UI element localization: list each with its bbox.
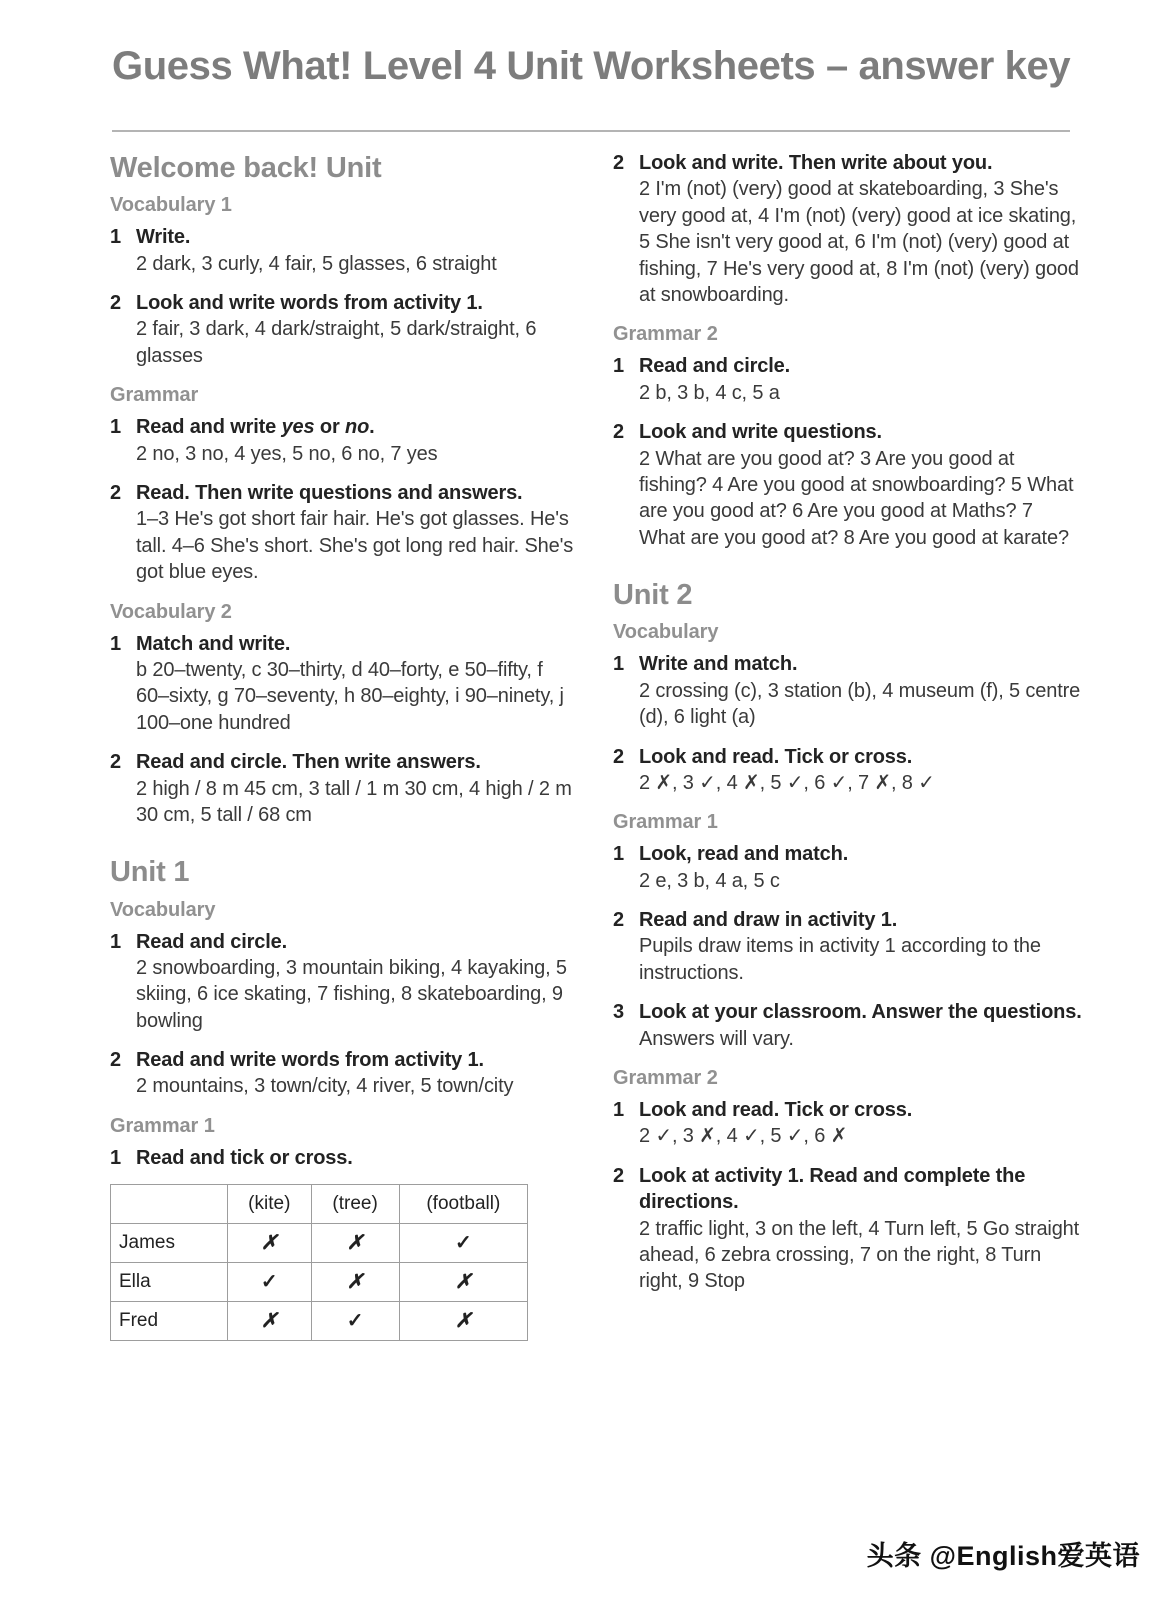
item-heading: Write. [136, 226, 191, 249]
item-heading: Look and read. Tick or cross. [639, 1099, 913, 1122]
item-number: 2 [613, 421, 625, 444]
subsection-grammar-1: Grammar 1 [110, 1114, 215, 1137]
subsection-grammar: Grammar [110, 384, 199, 407]
item-heading: Read and tick or cross. [136, 1146, 353, 1169]
list-item [613, 419, 1083, 551]
item-heading: Read and circle. Then write answers. [136, 751, 481, 774]
table-cell-mark [399, 1263, 527, 1302]
item-content [136, 1047, 580, 1100]
table-cell-mark [311, 1302, 399, 1341]
list-item [613, 907, 1083, 986]
item-number: 2 [110, 751, 122, 774]
item-number: 1 [110, 1146, 122, 1169]
item-heading: Read and write words from activity 1. [136, 1049, 484, 1072]
item-heading: Look and read. Tick or cross. [639, 745, 913, 768]
item-heading: Look and write. Then write about you. [639, 152, 993, 174]
item-answer: 2 e, 3 b, 4 a, 5 c [639, 869, 780, 892]
item-heading: Read and write yes or no. [136, 416, 375, 439]
item-answer: 2 I'm (not) (very) good at skateboarding, 3 She's very good at, 4 I'm (not) (very) good at ice skating, 5 She isn't very good at, 6 I'm (not) (very) good at fishing, 7 He's very good at, 8 I'm (not) (very) good at snowboarding. [639, 178, 1079, 306]
list-item [110, 290, 580, 369]
item-content [639, 744, 1083, 797]
item-content [639, 907, 1083, 986]
item-content [639, 150, 1083, 308]
item-content [639, 353, 1083, 406]
item-content [639, 1097, 1083, 1150]
item-content [136, 224, 580, 277]
list-item [613, 1163, 1083, 1295]
table-cell-mark [311, 1263, 399, 1302]
item-number: 2 [110, 292, 122, 315]
item-number: 1 [110, 416, 122, 439]
item-answer: 2 crossing (c), 3 station (b), 4 museum (f), 5 centre (d), 6 light (a) [639, 679, 1081, 729]
item-heading: Read and circle. [136, 930, 287, 953]
list-item [613, 1097, 1083, 1150]
section-title-unit-2: Unit 2 [613, 579, 693, 612]
item-number: 2 [613, 1164, 625, 1187]
cross-icon: ✗ [346, 1231, 364, 1254]
cross-icon: ✗ [260, 1231, 278, 1254]
check-icon: ✓ [346, 1309, 364, 1332]
item-heading: Read and circle. [639, 355, 790, 378]
table-cell-name: James [111, 1224, 228, 1263]
item-answer: 1–3 He's got short fair hair. He's got glasses. He's tall. 4–6 She's short. She's got long red hair. She's got blue eyes. [136, 508, 574, 584]
table-row [111, 1224, 528, 1263]
item-number: 1 [110, 930, 122, 953]
table-header-tree: (tree) [311, 1185, 399, 1224]
list-item [613, 999, 1083, 1052]
list-item [613, 841, 1083, 894]
list-item [110, 929, 580, 1035]
table-cell-mark [311, 1224, 399, 1263]
check-icon: ✓ [260, 1270, 278, 1293]
item-answer: 2 snowboarding, 3 mountain biking, 4 kayaking, 5 skiing, 6 ice skating, 7 fishing, 8 skateboarding, 9 bowling [136, 956, 567, 1032]
item-answer: 2 high / 8 m 45 cm, 3 tall / 1 m 30 cm, 4 high / 2 m 30 cm, 5 tall / 68 cm [136, 777, 572, 826]
subsection-vocabulary: Vocabulary [613, 621, 719, 644]
table-cell-mark [228, 1263, 312, 1302]
subsection-vocabulary: Vocabulary [110, 898, 216, 921]
item-answer: Pupils draw items in activity 1 according to the instructions. [639, 935, 1041, 984]
subsection-vocabulary-2: Vocabulary 2 [110, 600, 232, 623]
list-item [110, 1047, 580, 1100]
list-item [613, 353, 1083, 406]
list-item [110, 631, 580, 737]
item-number: 2 [110, 1049, 122, 1072]
check-icon: ✓ [454, 1231, 472, 1254]
watermark: 头条 @English爱英语 [866, 1541, 1140, 1571]
table-header-blank [111, 1185, 228, 1224]
table-cell-name: Ella [111, 1263, 228, 1302]
list-item [613, 150, 1083, 308]
subsection-grammar-2: Grammar 2 [613, 323, 718, 346]
item-content [639, 999, 1083, 1052]
table-cell-mark [228, 1302, 312, 1341]
item-answer: 2 fair, 3 dark, 4 dark/straight, 5 dark/straight, 6 glasses [136, 318, 537, 367]
item-answer: 2 b, 3 b, 4 c, 5 a [639, 381, 780, 404]
item-number: 1 [613, 843, 625, 866]
item-content [136, 414, 580, 467]
item-heading: Read and draw in activity 1. [639, 909, 898, 932]
item-answer: 2 no, 3 no, 4 yes, 5 no, 6 no, 7 yes [136, 442, 438, 465]
table-cell-mark [399, 1302, 527, 1341]
item-answer: 2 traffic light, 3 on the left, 4 Turn left, 5 Go straight ahead, 6 zebra crossing, 7 on the right, 8 Turn right, 9 Stop [639, 1217, 1080, 1293]
item-heading: Look at your classroom. Answer the questions. [639, 1001, 1082, 1024]
table-header-football: (football) [399, 1185, 527, 1224]
item-content [639, 419, 1083, 551]
item-heading: Read. Then write questions and answers. [136, 481, 523, 504]
table-row [111, 1263, 528, 1302]
item-content [136, 631, 580, 737]
list-item [110, 224, 580, 277]
list-item [110, 480, 580, 586]
table-row [111, 1302, 528, 1341]
item-content [136, 480, 580, 586]
item-heading: Match and write. [136, 632, 291, 655]
item-number: 1 [110, 226, 122, 249]
item-number: 1 [110, 632, 122, 655]
item-content [136, 290, 580, 369]
table-cell-mark [399, 1224, 527, 1263]
table-cell-name: Fred [111, 1302, 228, 1341]
subsection-grammar-1: Grammar 1 [613, 811, 718, 834]
section-title-welcome-back: Welcome back! Unit [110, 152, 382, 184]
item-content [136, 929, 580, 1035]
item-answer: 2 dark, 3 curly, 4 fair, 5 glasses, 6 straight [136, 252, 497, 275]
item-content [639, 1163, 1083, 1295]
title-divider [112, 130, 1070, 132]
item-heading: Look, read and match. [639, 843, 849, 866]
item-number: 2 [613, 152, 625, 174]
page-title: Guess What! Level 4 Unit Worksheets – answer key [112, 44, 1071, 88]
item-content [136, 1145, 580, 1171]
subsection-grammar-2: Grammar 2 [613, 1067, 718, 1090]
cross-icon: ✗ [346, 1270, 364, 1293]
item-heading: Write and match. [639, 653, 798, 676]
cross-icon: ✗ [454, 1309, 472, 1332]
item-number: 1 [613, 1099, 625, 1122]
cross-icon: ✗ [260, 1309, 278, 1332]
item-answer: 2 What are you good at? 3 Are you good at fishing? 4 Are you good at snowboarding? 5 What are you good at? 6 Are you good at Maths? 7 What are you good at? 8 Are you good at karate? [639, 447, 1074, 549]
item-number: 2 [110, 481, 122, 504]
item-answer: 2 mountains, 3 town/city, 4 river, 5 town/city [136, 1075, 514, 1098]
list-item [613, 651, 1083, 730]
cross-icon: ✗ [454, 1270, 472, 1293]
item-number: 1 [613, 355, 625, 378]
item-content [639, 841, 1083, 894]
item-heading: Look and write questions. [639, 421, 882, 444]
section-title-unit-1: Unit 1 [110, 856, 190, 889]
item-content [639, 651, 1083, 730]
item-heading: Look and write words from activity 1. [136, 292, 483, 315]
list-item [110, 749, 580, 828]
table-cell-mark [228, 1224, 312, 1263]
item-number: 2 [613, 909, 625, 932]
item-content [136, 749, 580, 828]
item-answer: b 20–twenty, c 30–thirty, d 40–forty, e 50–fifty, f 60–sixty, g 70–seventy, h 80–eighty, i 90–ninety, j 100–one hundred [136, 658, 564, 734]
subsection-vocabulary-1: Vocabulary 1 [110, 194, 232, 217]
left-column [110, 150, 580, 1341]
tick-cross-table [110, 1184, 528, 1341]
item-number: 2 [613, 745, 625, 768]
item-heading: Look at activity 1. Read and complete the directions. [639, 1164, 1026, 1214]
list-item [110, 1145, 580, 1171]
item-answer: Answers will vary. [639, 1027, 794, 1050]
table-header-row [111, 1185, 528, 1224]
list-item [110, 414, 580, 467]
item-answer: 2 ✓, 3 ✗, 4 ✓, 5 ✓, 6 ✗ [639, 1125, 848, 1148]
content-columns [0, 150, 1170, 1341]
item-number: 3 [613, 1001, 625, 1024]
item-answer: 2 ✗, 3 ✓, 4 ✗, 5 ✓, 6 ✓, 7 ✗, 8 ✓ [639, 771, 935, 794]
list-item [613, 744, 1083, 797]
right-column [613, 150, 1083, 1341]
table-header-kite: (kite) [228, 1185, 312, 1224]
item-number: 1 [613, 653, 625, 676]
